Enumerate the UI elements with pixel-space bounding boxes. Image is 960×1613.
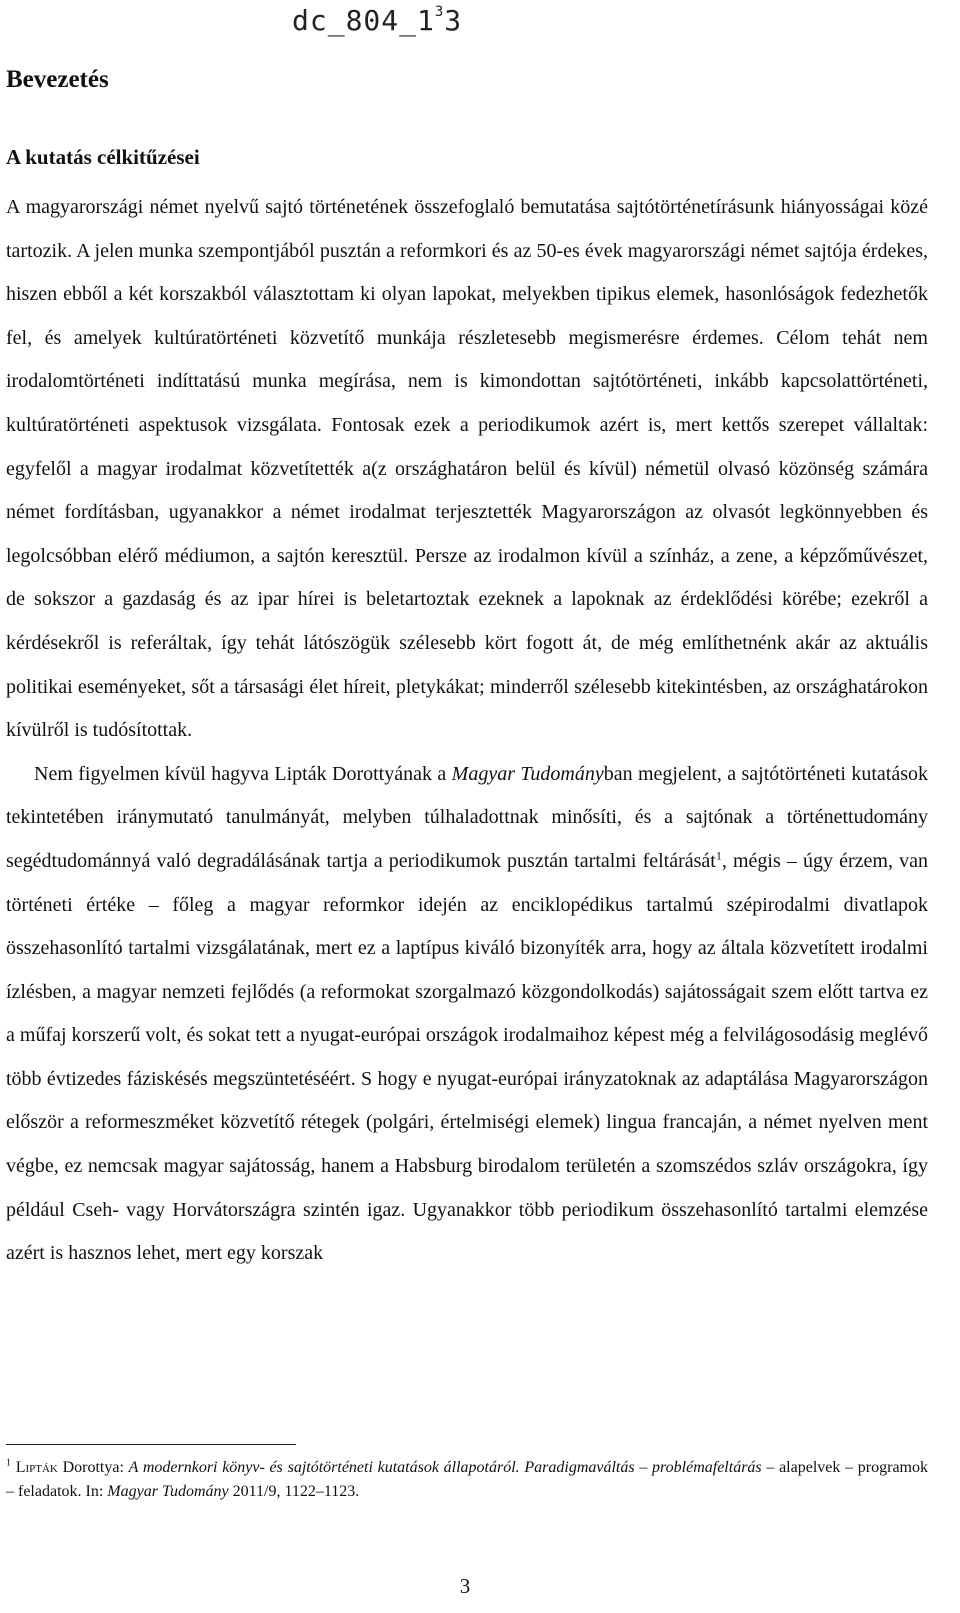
chapter-title: Bevezetés: [6, 66, 109, 93]
footnote-separator: [6, 1444, 296, 1445]
footnote-author-surname: Lipták: [15, 1459, 58, 1476]
document-id-header: [292, 4, 462, 37]
document-id: dc_804_1: [292, 4, 435, 37]
page-number: 3: [459, 1574, 471, 1598]
document-id-tail: 3: [444, 4, 463, 37]
journal-title: Magyar Tudomány: [451, 762, 604, 785]
paragraph: A magyarországi német nyelvű sajtó történetének összefoglaló bemutatása sajtótörténetírásunk hiányosságai közé tartozik. A jelen munka szempontjából pusztán a reformkori és az 50-es évek magyarországi német sajtója érdekes, hiszen ebből a két korszakból választottam ki olyan lapokat, melyekben tipikus elemek, hasonlóságok fedezhetők fel, és amelyek kultúratörténeti közvetítő munkája részletesebb megismerésre érdemes. Célom tehát nem irodalomtörténeti indíttatású munka megírása, nem is kimondottan sajtótörténeti, inkább kapcsolattörténeti, kultúratörténeti aspektusok vizsgálata. Fontosak ezek a periodikumok azért is, mert kettős szerepet vállaltak: egyfelől a magyar irodalmat közvetítették a(z országhatáron belül és kívül) németül olvasó közönség számára német fordításban, ugyanakkor a német irodalmat terjesztették Magyarországon az olvasót legkönnyebben és legolcsóbban elérő médiumon, a sajtón keresztül. Persze az irodalmon kívül a színház, a zene, a képzőművészet, de sokszor a gazdaság és az ipar hírei is beletartoztak ezeknek a lapoknak az érdeklődési körébe; ezekről a kérdésekről is referáltak, így tehát látószögük szélesebb kört fogott át, de még említhetnénk akár az aktuális politikai eseményeket, sőt a társasági élet híreit, pletykákat; minderről szélesebb kitekintésben, az országhatárokon kívülről is tudósítottak.: [6, 196, 928, 742]
paragraph: Nem figyelmen kívül hagyva Lipták Dorottyának a Magyar Tudományban megjelent, a sajtótörténeti kutatások tekintetében iránymutató tanulmányát, melyben túlhaladottnak minősíti, és a sajtónak a történettudomány segédtudománnyá való degradálásának tartja a periodikumok pusztán tartalmi feltárását$^1$, mégis – úgy érzem, van történeti értéke – főleg a magyar reformkor idején az enciklopédikus tartalmú szépirodalmi divatlapok összehasonlító tartalmi vizsgálatának, mert ez a laptípus kiváló bizonyíték arra, hogy az általa közvetített irodalmi ízlésben, a magyar nemzeti fejlődés (a reformokat szorgalmazó közgondolkodás) sajátosságait szem előtt tartva ez a műfaj korszerű volt, és sokat tett a nyugat-európai országok irodalmaihoz képest még a felvilágosodásig meglévő több évtizedes fáziskésés megszüntetéséért. S hogy e nyugat-európai irányzatoknak az adaptálása Magyarországon először a reformeszméket közvetítő rétegek (polgári, értelmiségi elemek) lingua francaján, a német nyelven ment végbe, ez nemcsak magyar sajátosság, hanem a Habsburg birodalom területén a szomszédos szláv országokra, így például Cseh- vagy Horvátországra szintén igaz. Ugyanakkor több periodikum összehasonlító tartalmi elemzése azért is hasznos lehet, mert egy korszak: [6, 762, 928, 1265]
footnote: $^1$ Lipták Dorottya: A modernkori könyv- és sajtótörténeti kutatások állapotáról. Paradigmaváltás – problémafeltárás – alapelvek – programok – feladatok. In: Magyar Tudomány 2011/9, 1122–1123.: [6, 1457, 929, 1500]
footnote-reference[interactable]: 1: [715, 848, 722, 863]
footnote-number: 1: [6, 1457, 11, 1469]
footnote-journal: Magyar Tudomány: [107, 1483, 229, 1500]
footnote-article-title: A modernkori könyv- és sajtótörténeti kutatások állapotáról. Paradigmaváltás – problémafeltárás: [128, 1459, 762, 1476]
body-text: [6, 186, 928, 1276]
section-title: A kutatás célkitűzései: [6, 145, 200, 169]
document-id-superscript: 3: [434, 3, 445, 20]
